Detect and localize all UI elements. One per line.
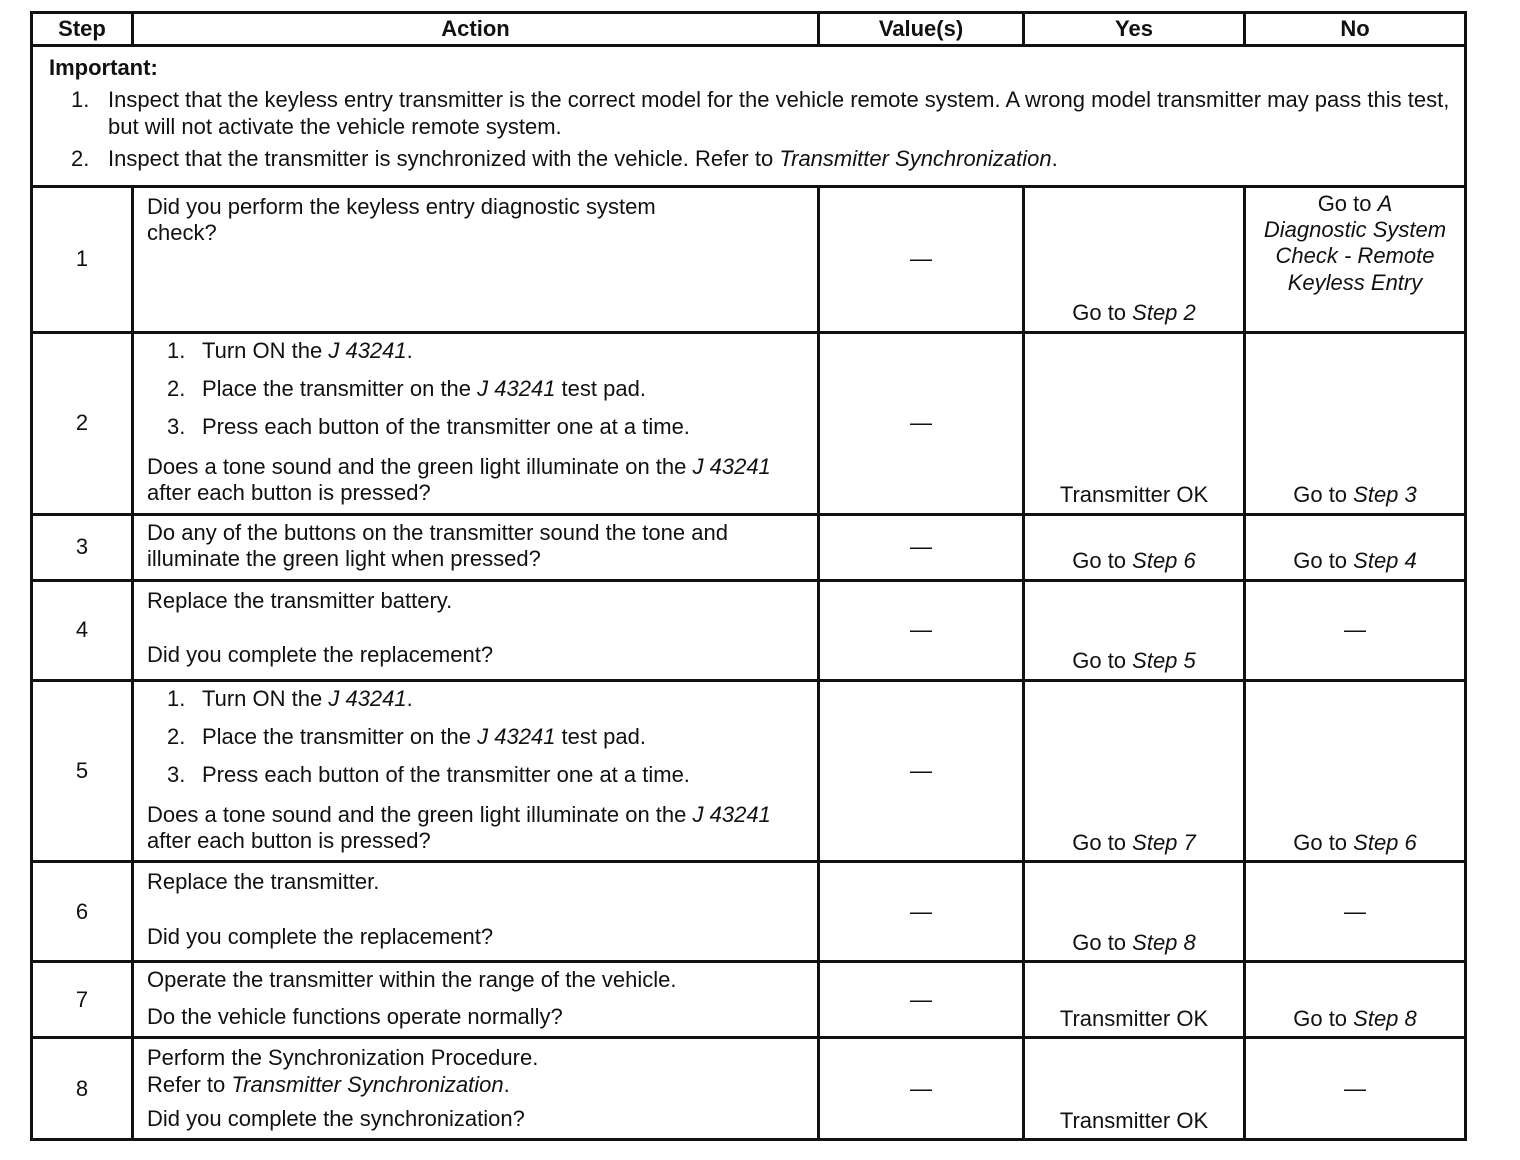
question-text: Did you complete the replacement? — [147, 923, 494, 949]
item-number: 1. — [71, 87, 90, 113]
no-cell[interactable] — [1245, 514, 1466, 580]
action-cell — [133, 580, 819, 680]
value-cell: — — [819, 680, 1024, 862]
sub-step-text: test pad. — [555, 723, 646, 749]
important-note — [32, 46, 1466, 187]
table-row — [32, 862, 1466, 962]
no-cell[interactable] — [1245, 962, 1466, 1038]
step-number: 3 — [32, 514, 133, 580]
sub-step-text: Press each button of the transmitter one at a time. — [202, 414, 690, 440]
value-cell: — — [819, 186, 1024, 332]
action-text: Replace the transmitter battery. — [147, 587, 453, 613]
question-text: Did you perform the keyless entry diagnostic system check? — [147, 193, 656, 245]
item-number: 1. — [167, 685, 186, 711]
step-number: 1 — [32, 186, 133, 332]
action-text: Operate the transmitter within the range of the vehicle. — [147, 967, 677, 993]
action-cell — [133, 186, 819, 332]
question-part: Does a tone sound and the green light illuminate on the — [147, 801, 693, 827]
value-cell: — — [819, 514, 1024, 580]
goto-label: Go to — [1072, 648, 1133, 674]
sub-step-text: Press each button of the transmitter one at a time. — [202, 762, 690, 788]
value-cell: — — [819, 1038, 1024, 1140]
value-cell: — — [819, 862, 1024, 962]
no-cell: — — [1245, 580, 1466, 680]
step-link[interactable]: Step 8 — [1132, 930, 1196, 956]
goto-label: Go to — [1293, 482, 1354, 508]
goto-label: Go to — [1072, 930, 1133, 956]
tool-reference: J 43241 — [328, 685, 407, 711]
header-no: No — [1245, 13, 1466, 46]
question-text: Did you complete the replacement? — [147, 641, 494, 667]
table-row — [32, 580, 1466, 680]
value-cell: — — [819, 332, 1024, 514]
action-cell — [133, 680, 819, 862]
goto-label: Go to — [1072, 830, 1133, 856]
step-link[interactable]: Step 8 — [1353, 1005, 1417, 1031]
step-link[interactable]: Step 5 — [1132, 648, 1196, 674]
goto-label: Go to — [1072, 548, 1133, 574]
question-text — [147, 802, 805, 855]
goto-label: Go to — [1293, 548, 1354, 574]
no-cell: — — [1245, 1038, 1466, 1140]
header-values: Value(s) — [819, 13, 1024, 46]
step-link[interactable]: Step 4 — [1353, 548, 1417, 574]
yes-cell[interactable] — [1024, 186, 1245, 332]
action-text: Perform the Synchronization Procedure. — [147, 1045, 539, 1071]
no-cell[interactable] — [1245, 332, 1466, 514]
step-number: 6 — [32, 862, 133, 962]
header-step: Step — [32, 13, 133, 46]
punctuation: . — [406, 685, 413, 711]
action-cell — [133, 962, 819, 1038]
step-link[interactable]: Step 7 — [1132, 830, 1196, 856]
sub-step — [147, 338, 805, 364]
tool-reference: J 43241 — [477, 723, 556, 749]
item-number: 2. — [167, 375, 186, 401]
tool-reference: J 43241 — [692, 453, 771, 479]
question-part: Does a tone sound and the green light illuminate on the — [147, 453, 693, 479]
step-number: 7 — [32, 962, 133, 1038]
table-row — [32, 186, 1466, 332]
refer-text — [147, 1072, 805, 1098]
procedure-link[interactable]: A — [1377, 190, 1393, 216]
important-text: Inspect that the transmitter is synchronized with the vehicle. Refer to — [108, 146, 780, 172]
action-cell — [133, 862, 819, 962]
step-link[interactable]: Step 3 — [1353, 482, 1417, 508]
table-row — [32, 962, 1466, 1038]
sub-step-text: test pad. — [555, 375, 646, 401]
tool-reference: J 43241 — [477, 375, 556, 401]
diagnostic-table — [30, 11, 1467, 1141]
action-cell — [133, 1038, 819, 1140]
table-row — [32, 680, 1466, 862]
step-number: 5 — [32, 680, 133, 862]
item-number: 2. — [167, 723, 186, 749]
table-row — [32, 514, 1466, 580]
punctuation: . — [1051, 146, 1058, 172]
no-cell[interactable] — [1245, 186, 1466, 332]
goto-label: Go to — [1293, 830, 1354, 856]
sub-step — [147, 376, 805, 402]
punctuation: . — [503, 1071, 510, 1097]
tool-reference: J 43241 — [328, 337, 407, 363]
yes-cell[interactable] — [1024, 862, 1245, 962]
yes-cell[interactable] — [1024, 514, 1245, 580]
procedure-link[interactable]: Diagnostic System Check - Remote Keyless Entry — [1263, 216, 1447, 295]
step-number: 2 — [32, 332, 133, 514]
reference-link[interactable]: Transmitter Synchronization — [779, 146, 1052, 172]
sub-step-text: Place the transmitter on the — [202, 375, 478, 401]
tool-reference: J 43241 — [692, 801, 771, 827]
no-cell[interactable] — [1245, 680, 1466, 862]
step-number: 8 — [32, 1038, 133, 1140]
table-row — [32, 1038, 1466, 1140]
sub-step-text: Place the transmitter on the — [202, 723, 478, 749]
important-item — [49, 146, 1450, 172]
step-number: 4 — [32, 580, 133, 680]
action-cell — [133, 514, 819, 580]
item-number: 1. — [167, 337, 186, 363]
value-cell: — — [819, 580, 1024, 680]
value-cell: — — [819, 962, 1024, 1038]
sub-step-text: Turn ON the — [202, 337, 329, 363]
refer-label: Refer to — [147, 1071, 232, 1097]
step-link[interactable]: Step 2 — [1132, 300, 1196, 326]
question-part: after each button is pressed? — [147, 828, 431, 854]
question-text: Do the vehicle functions operate normally? — [147, 1003, 563, 1029]
action-cell — [133, 332, 819, 514]
no-cell: — — [1245, 862, 1466, 962]
yes-cell[interactable]: Transmitter OK — [1024, 332, 1245, 514]
sub-step — [147, 724, 805, 750]
goto-label: Go to — [1293, 1005, 1354, 1031]
sub-step — [147, 762, 805, 788]
punctuation: . — [406, 337, 413, 363]
goto-label: Go to — [1072, 300, 1133, 326]
item-number: 2. — [71, 146, 90, 172]
question-text: Do any of the buttons on the transmitter sound the tone and illuminate the green light when pressed? — [147, 519, 728, 571]
sub-step — [147, 686, 805, 712]
yes-cell[interactable]: Transmitter OK — [1024, 962, 1245, 1038]
important-text: Inspect that the keyless entry transmitter is the correct model for the vehicle remote system. A wrong model transmitter may pass this test, but will not activate the vehicle remote system. — [108, 87, 1450, 139]
sub-steps — [147, 338, 805, 441]
action-text: Replace the transmitter. — [147, 869, 380, 895]
important-item — [49, 87, 1450, 140]
yes-cell[interactable]: Transmitter OK — [1024, 1038, 1245, 1140]
sub-step — [147, 414, 805, 440]
header-yes: Yes — [1024, 13, 1245, 46]
question-text — [147, 454, 805, 507]
header-row — [32, 13, 1466, 46]
reference-link[interactable]: Transmitter Synchronization — [231, 1071, 504, 1097]
yes-cell[interactable] — [1024, 680, 1245, 862]
item-number: 3. — [167, 414, 186, 440]
question-part: after each button is pressed? — [147, 480, 431, 506]
goto-label: Go to — [1317, 190, 1378, 216]
question-text: Did you complete the synchronization? — [147, 1106, 525, 1132]
important-title: Important: — [49, 55, 158, 80]
sub-steps — [147, 686, 805, 789]
important-row — [32, 46, 1466, 187]
yes-cell[interactable] — [1024, 580, 1245, 680]
table-row — [32, 332, 1466, 514]
header-action: Action — [133, 13, 819, 46]
item-number: 3. — [167, 762, 186, 788]
step-link[interactable]: Step 6 — [1132, 548, 1196, 574]
sub-step-text: Turn ON the — [202, 685, 329, 711]
step-link[interactable]: Step 6 — [1353, 830, 1417, 856]
